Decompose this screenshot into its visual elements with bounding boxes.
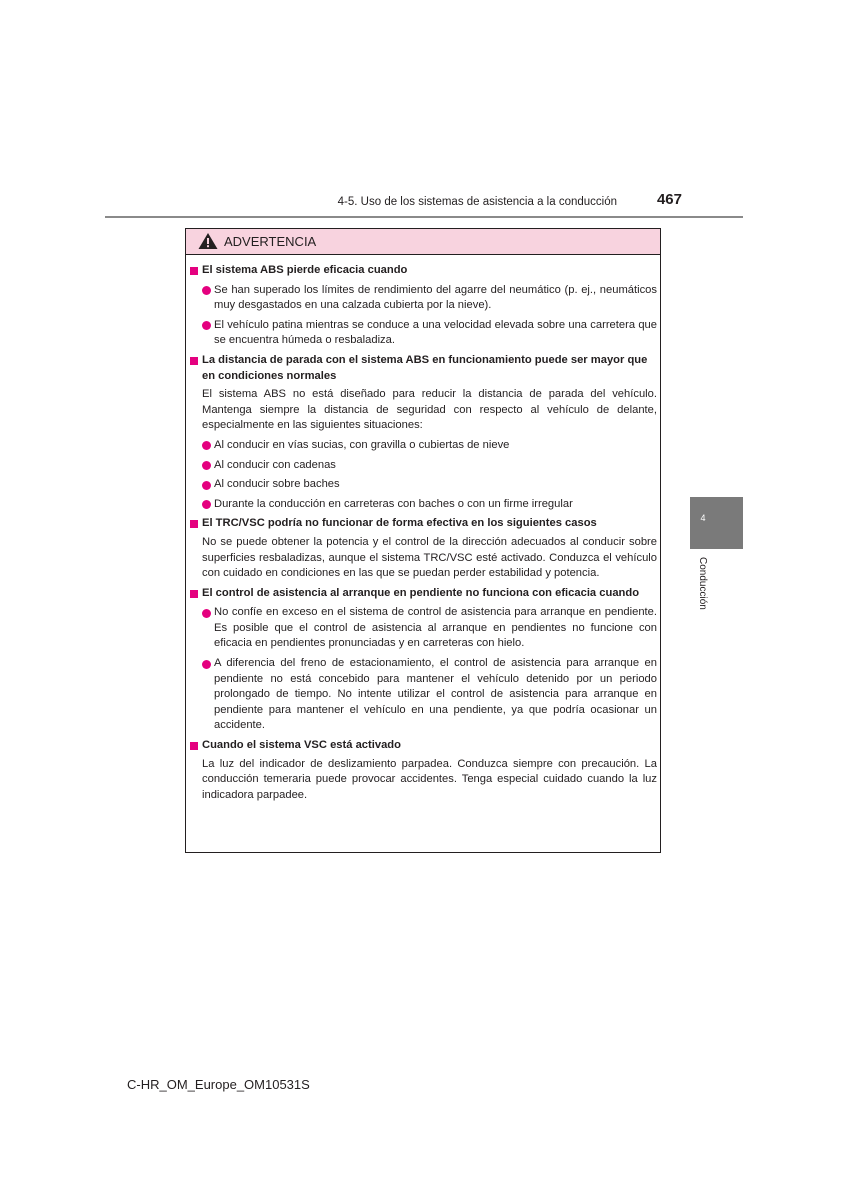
section-paragraph: La luz del indicador de deslizamiento parpadea. Conduzca siempre con precaución. La conducción temeraria puede provocar accidentes. Tenga especial cuidado cuando la luz indicadora parpadee. — [202, 757, 657, 801]
warning-header — [186, 229, 660, 255]
chapter-tab — [690, 497, 743, 549]
list-item-text: Al conducir sobre baches — [214, 478, 340, 491]
section-heading-text: Cuando el sistema VSC está activado — [202, 739, 401, 752]
list-item — [190, 656, 657, 734]
square-bullet-icon — [190, 520, 198, 528]
section-heading — [190, 586, 657, 602]
warning-content — [190, 263, 657, 803]
bullet-dot-icon — [202, 321, 211, 330]
square-bullet-icon — [190, 590, 198, 598]
warning-title: ADVERTENCIA — [224, 234, 317, 249]
section-heading — [190, 738, 657, 754]
section-heading-text: El control de asistencia al arranque en pendiente no funciona con eficacia cuando — [202, 586, 640, 599]
square-bullet-icon — [190, 267, 198, 275]
bullet-dot-icon — [202, 609, 211, 618]
list-item-text: No confíe en exceso en el sistema de control de asistencia para arranque en pendiente. Es posible que el control de asistencia al arranque en pendientes no funcione con eficacia en pendientes pronunciadas y en carreteras con hielo. — [214, 606, 657, 650]
bullet-dot-icon — [202, 660, 211, 669]
list-item — [190, 283, 657, 314]
section-heading-text: El sistema ABS pierde eficacia cuando — [202, 264, 408, 276]
page-number: 467 — [656, 191, 682, 208]
header-rule — [105, 216, 743, 218]
bullet-dot-icon — [202, 286, 211, 295]
section-heading — [190, 516, 657, 532]
chapter-tab-label: Conducción — [697, 557, 708, 610]
warning-box — [185, 228, 661, 853]
square-bullet-icon — [190, 357, 198, 365]
list-item-text: Se han superado los límites de rendimiento del agarre del neumático (p. ej., neumáticos muy desgastados en una calzada cubierta por la nieve). — [214, 283, 657, 312]
warning-triangle-icon — [198, 232, 218, 250]
bullet-dot-icon — [202, 461, 211, 470]
list-item — [190, 438, 657, 454]
header-section-title: 4-5. Uso de los sistemas de asistencia a la conducción — [337, 196, 617, 208]
square-bullet-icon — [190, 742, 198, 750]
list-item-text: Al conducir con cadenas — [214, 458, 336, 471]
bullet-dot-icon — [202, 441, 211, 450]
list-item — [190, 605, 657, 652]
section-paragraph: No se puede obtener la potencia y el control de la dirección adecuados al conducir sobre superficies resbaladizas, aunque el sistema TRC/VSC esté activado. Conduzca el vehículo con cuidado en condiciones en las que se puedan perder estabilidad y potencia. — [202, 535, 657, 580]
chapter-tab-number: 4 — [700, 513, 706, 523]
list-item-text: Durante la conducción en carreteras con baches o con un firme irregular — [214, 497, 573, 510]
list-item — [190, 477, 657, 493]
section-paragraph: El sistema ABS no está diseñado para reducir la distancia de parada del vehículo. Mantenga siempre la distancia de seguridad con respecto al vehículo de delante, especialmente en las siguientes situaciones: — [202, 388, 657, 432]
section-heading — [190, 353, 657, 384]
list-item — [190, 458, 657, 474]
list-item-text: A diferencia del freno de estacionamiento, el control de asistencia para arranque en pendiente no está concebido para mantener el vehículo detenido por un periodo prolongado de tiempo. No intente utilizar el control de asistencia para arranque en pendiente para mantener el vehículo en una pendiente, ya que podría ocasionar un accidente. — [214, 657, 657, 732]
list-item — [190, 318, 657, 349]
footer-document-code: C-HR_OM_Europe_OM10531S — [127, 1077, 310, 1092]
list-item — [190, 497, 657, 513]
section-heading-text: El TRC/VSC podría no funcionar de forma efectiva en los siguientes casos — [202, 517, 597, 530]
bullet-dot-icon — [202, 481, 211, 490]
section-heading-text: La distancia de parada con el sistema ABS en funcionamiento puede ser mayor que en condiciones normales — [202, 353, 648, 382]
list-item-text: El vehículo patina mientras se conduce a una velocidad elevada sobre una carretera que se encuentra húmeda o resbaladiza. — [214, 318, 657, 347]
section-heading — [190, 263, 657, 279]
list-item-text: Al conducir en vías sucias, con gravilla o cubiertas de nieve — [214, 438, 510, 451]
bullet-dot-icon — [202, 500, 211, 509]
